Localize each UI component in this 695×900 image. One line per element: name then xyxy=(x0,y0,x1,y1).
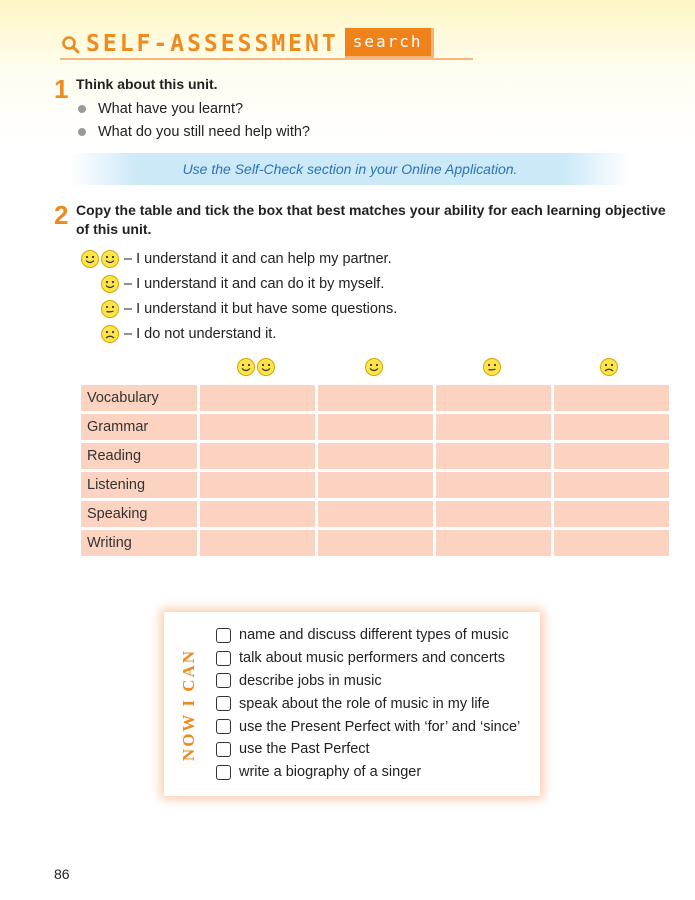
checkbox[interactable] xyxy=(216,765,231,780)
checkbox[interactable] xyxy=(216,696,231,711)
table-row xyxy=(81,414,669,440)
table-row xyxy=(81,385,669,411)
online-app-banner xyxy=(70,153,630,185)
checklist-item: write a biography of a singer xyxy=(216,761,520,784)
tick-cell[interactable] xyxy=(200,501,315,527)
header xyxy=(60,28,434,59)
face-legend xyxy=(76,246,397,346)
checklist-item: name and discuss different types of music xyxy=(216,624,520,647)
table-row xyxy=(81,530,669,556)
row-label: Vocabulary xyxy=(81,385,197,411)
tick-cell[interactable] xyxy=(554,530,669,556)
list-item: What have you learnt? xyxy=(78,98,310,120)
tick-cell[interactable] xyxy=(554,443,669,469)
row-label: Grammar xyxy=(81,414,197,440)
tick-cell[interactable] xyxy=(554,472,669,498)
row-label: Listening xyxy=(81,472,197,498)
column-header-not-understand xyxy=(551,357,666,379)
column-header-some-questions xyxy=(434,357,549,379)
checkbox[interactable] xyxy=(216,673,231,688)
happy-face-icon xyxy=(364,357,384,377)
checkbox[interactable] xyxy=(216,628,231,643)
checklist-item: describe jobs in music xyxy=(216,670,520,693)
section-title: SELF-ASSESSMENT xyxy=(86,30,339,57)
tick-cell[interactable] xyxy=(436,530,551,556)
checklist-item: talk about music performers and concerts xyxy=(216,647,520,670)
column-header-help-partner xyxy=(198,357,313,379)
checkbox[interactable] xyxy=(216,742,231,757)
tick-cell[interactable] xyxy=(554,414,669,440)
sad-face-icon xyxy=(100,324,120,344)
legend-row xyxy=(76,321,397,346)
tick-cell[interactable] xyxy=(200,530,315,556)
happy-face-icon xyxy=(236,357,256,377)
now-i-can-label: NOW I CAN xyxy=(179,648,199,762)
tick-cell[interactable] xyxy=(318,501,433,527)
bullet-icon xyxy=(78,128,86,136)
tick-cell[interactable] xyxy=(554,501,669,527)
row-label: Speaking xyxy=(81,501,197,527)
tick-cell[interactable] xyxy=(318,472,433,498)
tick-cell[interactable] xyxy=(436,443,551,469)
legend-text: – I understand it and can help my partner. xyxy=(124,250,392,267)
checkbox[interactable] xyxy=(216,719,231,734)
bullet-icon xyxy=(78,105,86,113)
step-1-bullet-list xyxy=(78,98,310,144)
happy-face-icon xyxy=(100,249,120,269)
assessment-table xyxy=(78,382,672,559)
tick-cell[interactable] xyxy=(554,385,669,411)
tick-cell[interactable] xyxy=(200,472,315,498)
sad-face-icon xyxy=(599,357,619,377)
tick-cell[interactable] xyxy=(200,385,315,411)
legend-row xyxy=(76,271,397,296)
tick-cell[interactable] xyxy=(318,443,433,469)
banner-text: Use the Self-Check section in your Online Application. xyxy=(182,161,518,177)
tick-cell[interactable] xyxy=(436,501,551,527)
column-header-by-myself xyxy=(316,357,431,379)
table-row xyxy=(81,501,669,527)
checklist-item: use the Past Perfect xyxy=(216,738,520,761)
happy-face-icon xyxy=(100,274,120,294)
tick-cell[interactable] xyxy=(318,414,433,440)
tick-cell[interactable] xyxy=(436,472,551,498)
step-2-heading-line2: of this unit. xyxy=(76,221,152,237)
row-label: Reading xyxy=(81,443,197,469)
header-underline xyxy=(60,58,473,60)
legend-row xyxy=(76,246,397,271)
tick-cell[interactable] xyxy=(436,414,551,440)
neutral-face-icon xyxy=(482,357,502,377)
neutral-face-icon xyxy=(100,299,120,319)
legend-text: – I understand it but have some questions. xyxy=(124,300,398,317)
checklist-item: speak about the role of music in my life xyxy=(216,692,520,715)
step-number-2: 2 xyxy=(54,200,69,230)
list-item: What do you still need help with? xyxy=(78,121,310,143)
row-label: Writing xyxy=(81,530,197,556)
search-icon xyxy=(60,33,82,55)
tick-cell[interactable] xyxy=(200,443,315,469)
tick-cell[interactable] xyxy=(436,385,551,411)
table-row xyxy=(81,443,669,469)
legend-text: – I understand it and can do it by myself. xyxy=(124,275,385,292)
checklist-item: use the Present Perfect with ‘for’ and ‘since’ xyxy=(216,715,520,738)
search-tag: search xyxy=(345,28,434,59)
table-row xyxy=(81,472,669,498)
step-2-heading-line1: Copy the table and tick the box that best matches your ability for each learning objective xyxy=(76,202,666,218)
happy-face-icon xyxy=(256,357,276,377)
step-1-heading: Think about this unit. xyxy=(76,76,218,92)
tick-cell[interactable] xyxy=(200,414,315,440)
happy-face-icon xyxy=(80,249,100,269)
now-i-can-checklist xyxy=(216,624,520,784)
legend-row xyxy=(76,296,397,321)
tick-cell[interactable] xyxy=(318,530,433,556)
legend-text: – I do not understand it. xyxy=(124,325,277,342)
checkbox[interactable] xyxy=(216,651,231,666)
tick-cell[interactable] xyxy=(318,385,433,411)
page-number: 86 xyxy=(54,866,70,882)
step-number-1: 1 xyxy=(54,74,69,104)
